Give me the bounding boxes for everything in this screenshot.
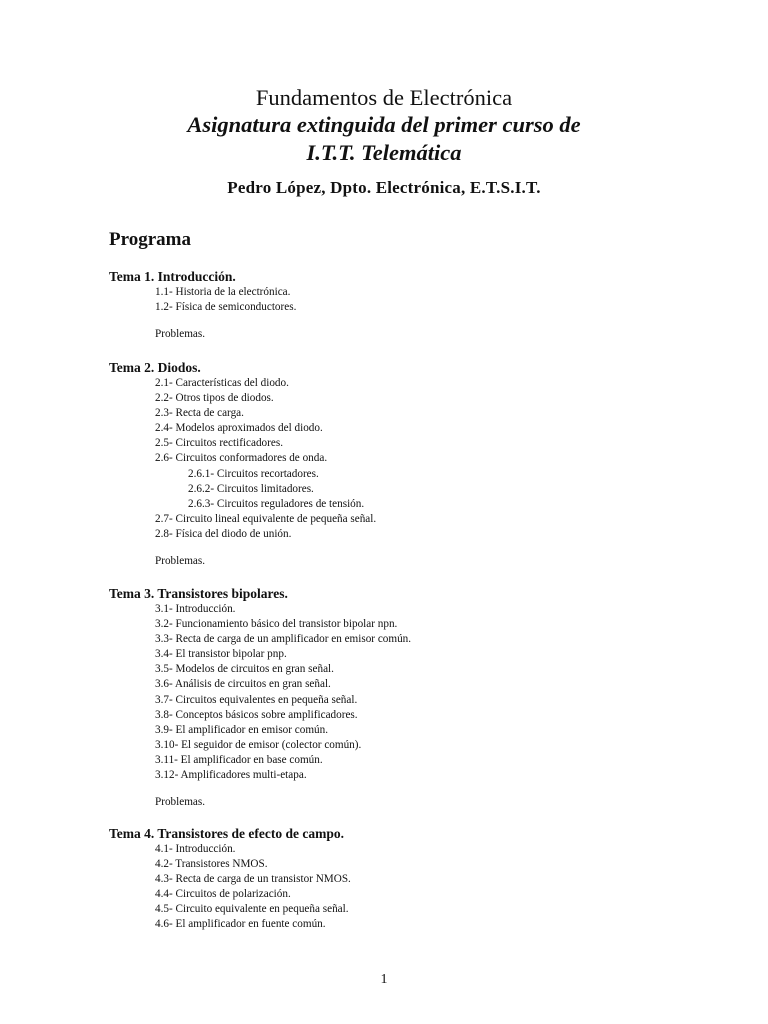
problemas-label: Problemas.: [155, 555, 206, 568]
tema-block-1: [109, 269, 749, 342]
tema-item: 4.2- Transistores NMOS.: [155, 858, 268, 871]
tema-item: 2.6- Circuitos conformadores de onda.: [155, 452, 328, 465]
author-line: Pedro López, Dpto. Electrónica, E.T.S.I.T.: [227, 178, 541, 197]
tema-item: 2.1- Características del diodo.: [155, 377, 289, 389]
tema-title: Tema 4. Transistores de efecto de campo.: [109, 826, 344, 841]
tema-item: 3.12- Amplificadores multi-etapa.: [155, 769, 307, 782]
tema-item-list: [109, 602, 749, 783]
section-heading: Programa: [109, 229, 191, 250]
tema-item: 4.3- Recta de carga de un transistor NMOS.: [155, 873, 351, 886]
tema-item: 2.4- Modelos aproximados del diodo.: [155, 422, 323, 435]
tema-item: 2.2- Otros tipos de diodos.: [155, 392, 274, 405]
tema-item: 2.7- Circuito lineal equivalente de pequeña señal.: [155, 512, 377, 525]
document-subtitle-line2: I.T.T. Telemática: [306, 140, 462, 165]
tema-item: 1.2- Física de semiconductores.: [155, 301, 297, 314]
tema-block-4: [109, 826, 749, 933]
tema-item: 2.8- Física del diodo de unión.: [155, 527, 292, 540]
tema-item: 3.5- Modelos de circuitos en gran señal.: [155, 663, 334, 676]
tema-item: 3.9- El amplificador en emisor común.: [155, 723, 329, 736]
tema-item: 3.4- El transistor bipolar pnp.: [155, 648, 287, 661]
tema-subitem: 2.6.3- Circuitos reguladores de tensión.: [188, 497, 365, 510]
tema-item: 3.1- Introducción.: [155, 603, 236, 615]
tema-item: 3.8- Conceptos básicos sobre amplificadores.: [155, 708, 358, 721]
tema-item: 2.5- Circuitos rectificadores.: [155, 437, 283, 450]
tema-item: 3.2- Funcionamiento básico del transistor bipolar npn.: [155, 618, 398, 631]
tema-title: Tema 3. Transistores bipolares.: [109, 586, 288, 601]
tema-item: 4.4- Circuitos de polarización.: [155, 888, 291, 901]
tema-block-3: [109, 586, 749, 810]
tema-item-list: [109, 285, 749, 315]
tema-item: 3.11- El amplificador en base común.: [155, 753, 323, 766]
tema-item: 3.7- Circuitos equivalentes en pequeña señal.: [155, 693, 358, 706]
tema-item: 3.6- Análisis de circuitos en gran señal.: [155, 678, 331, 691]
tema-subitem: 2.6.2- Circuitos limitadores.: [188, 482, 314, 495]
tema-item: 1.1- Historia de la electrónica.: [155, 286, 291, 298]
tema-item: 3.3- Recta de carga de un amplificador en emisor común.: [155, 633, 412, 646]
problemas-label: Problemas.: [155, 328, 206, 341]
tema-block-2: [109, 360, 749, 569]
tema-item-list: [109, 842, 749, 933]
tema-item: 4.5- Circuito equivalente en pequeña señal.: [155, 903, 349, 916]
tema-item: 2.3- Recta de carga.: [155, 407, 244, 420]
tema-item: 3.10- El seguidor de emisor (colector común).: [155, 738, 362, 751]
tema-item-list: [109, 376, 749, 542]
tema-title: Tema 2. Diodos.: [109, 360, 201, 375]
tema-title: Tema 1. Introducción.: [109, 269, 236, 284]
document-subtitle-line1: Asignatura extinguida del primer curso de: [187, 112, 581, 137]
page-number: 1: [380, 972, 388, 987]
tema-subitem: 2.6.1- Circuitos recortadores.: [188, 467, 319, 480]
tema-item: 4.1- Introducción.: [155, 843, 236, 855]
tema-item: 4.6- El amplificador en fuente común.: [155, 918, 326, 931]
document-title: Fundamentos de Electrónica: [255, 85, 513, 110]
problemas-label: Problemas.: [155, 796, 206, 809]
